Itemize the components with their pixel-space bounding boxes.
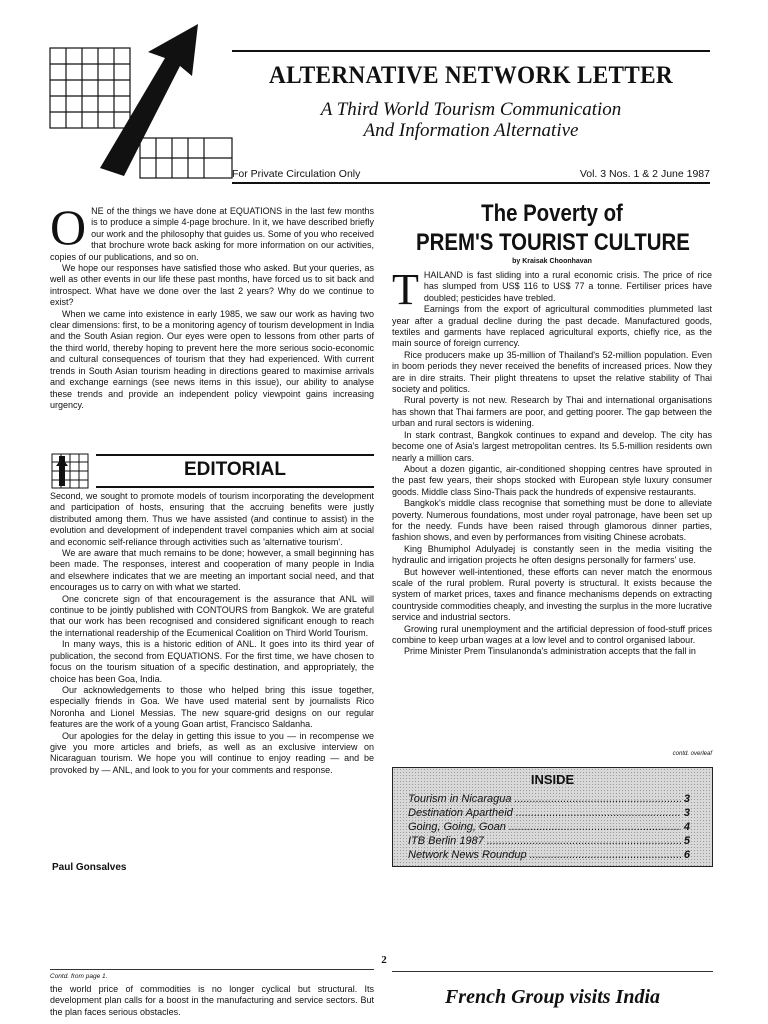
continued-text: the world price of commodities is no longer cyclical but structural. Its development plan calls for a boost in the manufacturing and service sectors. But the plan faces serious obstacles. — [50, 984, 374, 1017]
masthead-subtitle-line-2: And Information Alternative — [363, 120, 579, 141]
editorial-heading: EDITORIAL — [183, 459, 287, 480]
next-article-headline: French Group visits India — [444, 986, 661, 1008]
masthead-title: ALTERNATIVE NETWORK LETTER — [269, 62, 673, 89]
footer-rule-right — [392, 971, 713, 972]
editorial-paragraph-6: Our apologies for the delay in getting this issue to you — in recompense we give you more articles and briefs, as well as an exclusive interview on Nicaraguan tourism. We hope you will continue to enjoy reading — and be provoked by — ANL, and look to you for your comments and response. — [50, 730, 374, 775]
article-title-line-1: The Poverty of — [481, 200, 623, 227]
continued-overleaf-note: contd. overleaf — [672, 751, 712, 757]
article-paragraph-8: King Bhumiphol Adulyadej is constantly seen in the media visiting the hydraulic and irrigation projects he often designs personally for farmers' use. — [392, 543, 712, 566]
volume-info: Vol. 3 Nos. 1 & 2 June 1987 — [579, 168, 710, 180]
intro-paragraph-2: We hope our responses have satisfied those who asked. But your queries, as well as other events in our life these past months, have forced us to sit back and introspect. What have we done over the last 2 years? Why do we continue to exist? — [50, 263, 374, 308]
editorial-rule-bottom — [96, 486, 374, 488]
editorial-author: Paul Gonsalves — [52, 862, 127, 873]
contents-item-label: Network News Roundup — [408, 849, 527, 861]
contents-item-page: 5 — [683, 835, 690, 847]
page-number: 2 — [381, 954, 387, 966]
contents-item-label: Going, Going, Goan — [408, 821, 506, 833]
article-paragraph-6: About a dozen gigantic, air-conditioned shopping centres have sprouted in the past few years, their shops stocked with European style luxury consumer goods. Middle class Sino-Thais pack the hundreds of expensive restaurants. — [392, 463, 712, 497]
intro-paragraph-3: When we came into existence in early 1985, we saw our work as having two clear dimensions: first, to be a monitoring agency of tourism development in India and the South Asian region. Our eyes were open to lessons from other parts of the third world, thereby hoping to prevent here the more serious socio-economic and cultural consequences of tourism that they had experienced. With current trends in South Asian tourism heading in directions geared to maximise arrivals and exchange earnings (see news items in this issue), our ability to analyse these trends and provide an independent policy viewpoint gains increasing urgency. — [50, 308, 374, 410]
editorial-grid-icon — [50, 452, 92, 490]
intro-column — [50, 199, 374, 411]
contents-item-page: 3 — [683, 807, 690, 819]
masthead-grid-arrow-logo — [40, 18, 240, 198]
contents-item-label: Tourism in Nicaragua — [408, 793, 512, 805]
editorial-paragraph-2: We are aware that much remains to be done; however, a small beginning has been made. The responses, interest and cooperation of many people in India and elsewhere indicates that we are meeting an important social need, and that encourages us to carry on with what we started. — [50, 548, 374, 593]
editorial-paragraph-1: Second, we sought to promote models of tourism incorporating the development and participation of hosts, ensuring that the accruing benefits were justly distributed among them. Thus we have assisted (and continue to assist) in the evolution and development of independent travel companies which aim at social and economic self-reliance through activities such as 'alternative tourism'. — [50, 491, 374, 547]
contents-item[interactable] — [408, 820, 690, 834]
article-drop-cap: T — [392, 265, 419, 314]
article-column — [392, 265, 712, 658]
article-paragraph-3: Rice producers make up 35-million of Thailand's 52-million population. Even in boom periods they never received the benefits of increased prices. Now they are in dire straits. Their plight threatens to upset the relative stability of Thai society and politics. — [392, 349, 712, 395]
masthead-top-rule — [232, 50, 710, 52]
contents-item[interactable] — [408, 806, 690, 820]
article-paragraph-2: Earnings from the export of agricultural commodities plummeted last year after a gradual decline during the past decade. Manufactured goods, textiles and garments have replaced agricultural exports, chiefly rice, as the main source of foreign currency. — [392, 304, 712, 349]
masthead-subtitle-line-1: A Third World Tourism Communication — [320, 99, 622, 120]
article-paragraph-11: Prime Minister Prem Tinsulanonda's administration accepts that the fall in — [404, 646, 696, 657]
article-paragraph-10: Growing rural unemployment and the artificial depression of food-stuff prices combine to keep urban wages at a low level and to control organised labour. — [392, 623, 712, 645]
contents-item-page: 4 — [683, 821, 690, 833]
intro-paragraph-1-text: NE of the things we have done at EQUATIONS in the last few months is to produce a simple 4-page brochure. In it, we have described briefly our work and the philosophy that guides us. Some of you who received that brochure wrote back asking for more information on our activities, copies of our publications, and so on. — [50, 206, 374, 262]
article-title-line-2: PREM'S TOURIST CULTURE — [416, 229, 690, 256]
contents-item[interactable] — [408, 834, 690, 848]
contents-item-label: Destination Apartheid — [408, 807, 513, 819]
article-paragraph-1-text: HAILAND is fast sliding into a rural economic crisis. The price of rice has slumped from US$ 116 to US$ 77 a tonne. Fertiliser prices have doubled; pesticides have trebled. — [423, 270, 712, 303]
continued-from-note: Contd. from page 1. — [50, 973, 108, 980]
article-paragraph-4: Rural poverty is not new. Research by Thai and international organisations has shown that Thai farmers are poor, and getting poorer. The gap between the urban and rural sectors is widening. — [392, 395, 712, 429]
inside-contents-list — [408, 792, 690, 862]
footer-rule-left — [50, 969, 374, 970]
masthead-bottom-rule — [232, 182, 710, 184]
circulation-note: For Private Circulation Only — [232, 168, 361, 180]
article-byline: by Kraisak Choonhavan — [512, 258, 592, 265]
contents-item-label: ITB Berlin 1987 — [408, 835, 484, 847]
contents-item-page: 3 — [683, 793, 690, 805]
article-paragraph-1 — [392, 265, 712, 314]
editorial-paragraph-4: In many ways, this is a historic edition of ANL. It goes into its third year of publication, the second from EQUATIONS. For the first time, we have chosen to focus on the tourism situation of a specific destination, and appropriately, the choice has been Goa, India. — [50, 639, 374, 684]
editorial-paragraph-3: One concrete sign of that encouragement is the assurance that ANL will continue to be jointly published with CONTOURS from Bangkok. We are grateful that our work has been recognised and considered significant enough to reach the international readership of the Ecumenical Coalition on Third World Tourism. — [50, 593, 374, 638]
article-paragraph-7: Bangkok's middle class recognise that something must be done to alleviate poverty. Numerous foundations, most under royal patronage, have been set up for the needy. Funds have been raised through glamorous dinner parties, fashion shows, and even by performances from visiting Chinese acrobats. — [392, 498, 712, 543]
article-paragraph-5: In stark contrast, Bangkok continues to expand and develop. The city has become one of Asia's largest metropolitan centres. Its 5.5-million residents own nearly a million cars. — [392, 429, 712, 463]
contents-item[interactable] — [408, 848, 690, 862]
contents-item[interactable] — [408, 792, 690, 806]
inside-heading: INSIDE — [530, 772, 575, 787]
intro-drop-cap: O — [50, 199, 87, 255]
editorial-rule-top — [96, 454, 374, 456]
article-paragraph-9: But however well-intentioned, these efforts can never match the enormous scale of the rural problem. Rural poverty is structural. It exists because the system of market prices, taxes and finance mechanisms depends on extracting countryside commodities cheaply, and investing the surplus in the more lucrative service and industrial sectors. — [392, 566, 712, 623]
editorial-paragraph-5: Our acknowledgements to those who helped bring this issue together, especially friends in Goa. We have used material sent by journalists Rico Noronha and Lionel Messias. The new square-grid designs on our regular features are the work of a young Goan artist, Francisco Saldanha. — [50, 684, 374, 730]
editorial-column — [50, 491, 374, 776]
intro-paragraph-1 — [50, 199, 374, 263]
contents-item-page: 6 — [683, 849, 690, 861]
